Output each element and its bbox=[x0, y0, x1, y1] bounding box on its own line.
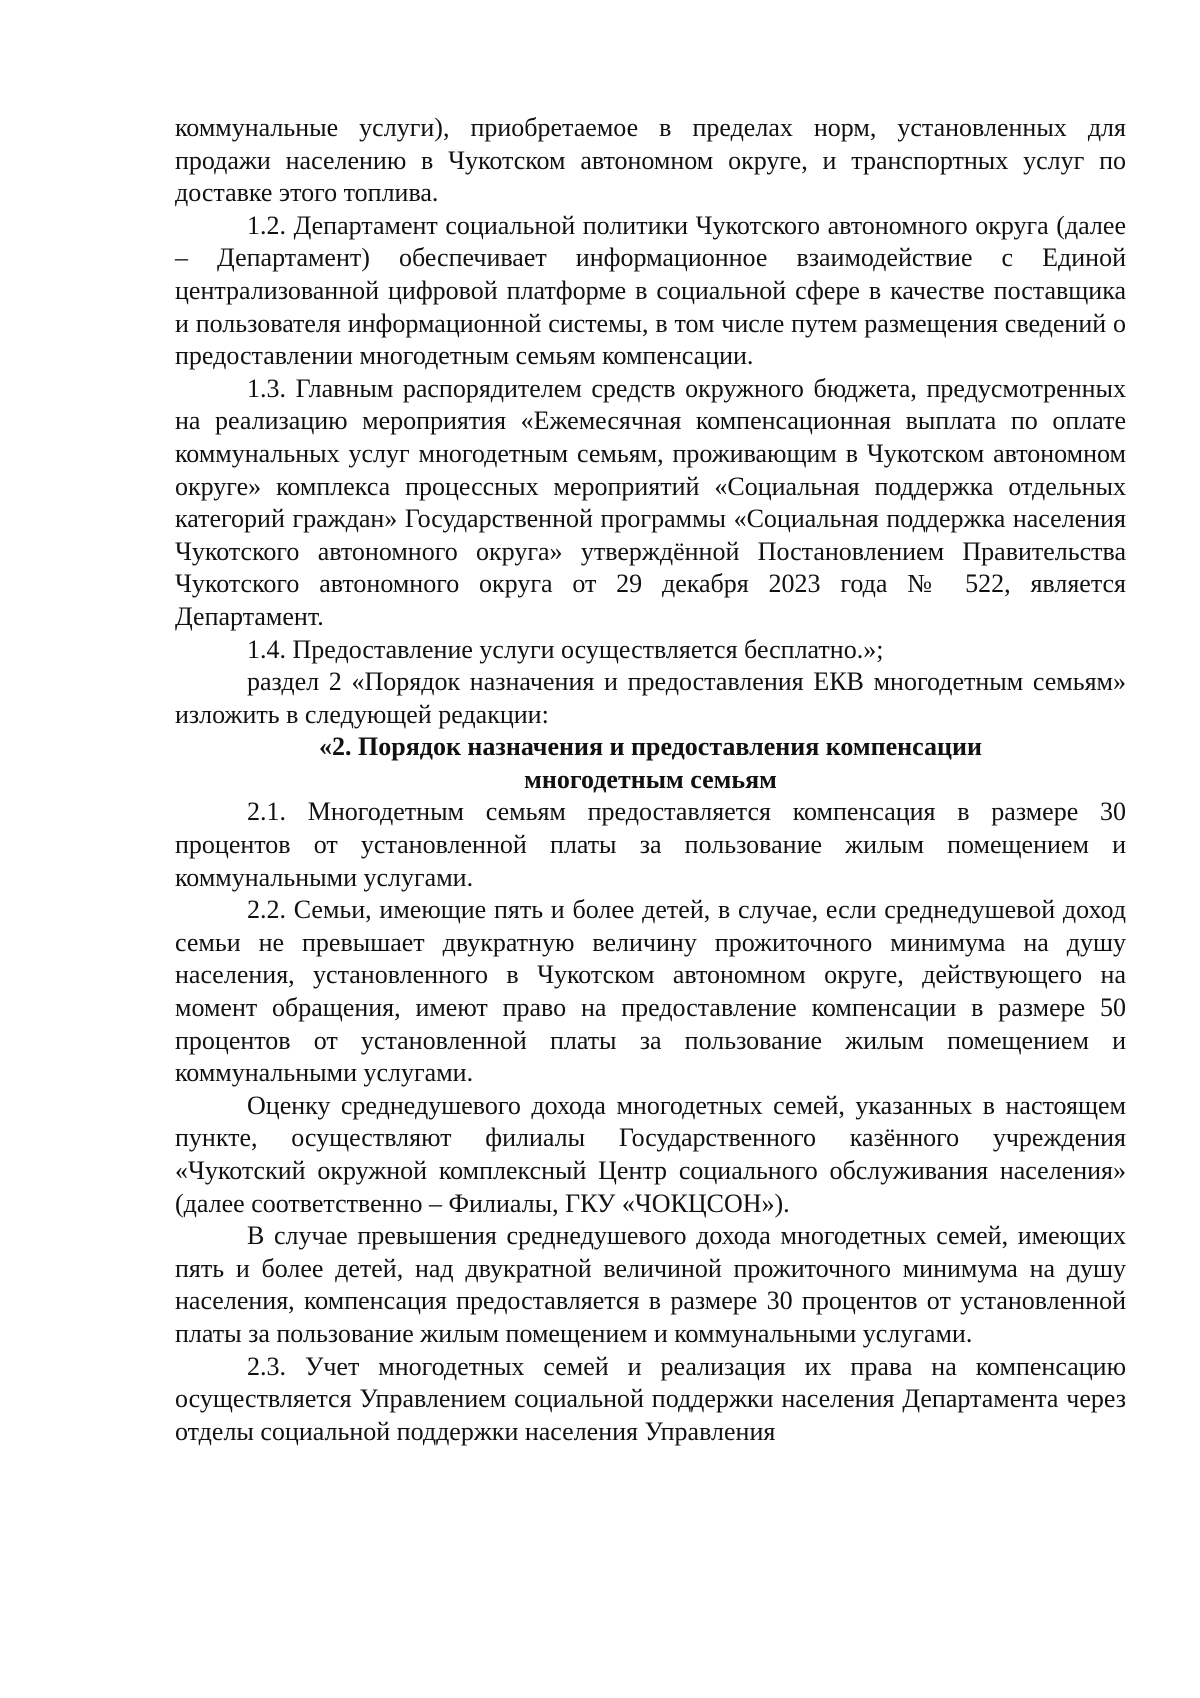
paragraph-1-3: 1.3. Главным распорядителем средств окружного бюджета, предусмотренных на реализацию мероприятия «Ежемесячная компенсационная выплата по оплате коммунальных услуг многодетным семьям, проживающим в Чукотском автономном округе» комплекса процессных мероприятий «Социальная поддержка отдельных категорий граждан» Государственной программы «Социальная поддержка населения Чукотского автономного округа» утверждённой Постановлением Правительства Чукотского автономного округа от 29 декабря 2023 года № 522, является Департамент. bbox=[175, 373, 1126, 631]
paragraph-2-1: 2.1. Многодетным семьям предоставляется компенсация в размере 30 процентов от установленной платы за пользование жилым помещением и коммунальными услугами. bbox=[175, 797, 1126, 892]
paragraph-continuation: коммунальные услуги), приобретаемое в пределах норм, установленных для продажи населению в Чукотском автономном округе, и транспортных услуг по доставке этого топлива. bbox=[175, 113, 1126, 208]
paragraph-2-3: 2.3. Учет многодетных семей и реализация их права на компенсацию осуществляется Управлением социальной поддержки населения Департамента через отделы социальной поддержки населения Управления bbox=[175, 1351, 1126, 1446]
paragraph-2-2: 2.2. Семьи, имеющие пять и более детей, в случае, если среднедушевой доход семьи не превышает двукратную величину прожиточного минимума на душу населения, установленного в Чукотском автономном округе, действующего на момент обращения, имеют право на предоставление компенсации в размере 50 процентов от установленной платы за пользование жилым помещением и коммунальными услугами. bbox=[175, 895, 1126, 1088]
section-heading-line-1: «2. Порядок назначения и предоставления компенсации bbox=[319, 732, 982, 762]
paragraph-razdel-2: раздел 2 «Порядок назначения и предоставления ЕКВ многодетным семьям» изложить в следующей редакции: bbox=[175, 667, 1126, 729]
paragraph-income-assessment: Оценку среднедушевого дохода многодетных семей, указанных в настоящем пункте, осуществляют филиалы Государственного казённого учреждения «Чукотский окружной комплексный Центр социального обслуживания населения» (далее соответственно – Филиалы, ГКУ «ЧОКЦСОН»). bbox=[175, 1090, 1126, 1218]
paragraph-1-4: 1.4. Предоставление услуги осуществляется бесплатно.»; bbox=[247, 634, 884, 664]
section-heading bbox=[175, 731, 1126, 796]
document-page bbox=[175, 112, 1126, 1448]
section-heading-line-2: многодетным семьям bbox=[524, 764, 777, 794]
paragraph-1-2: 1.2. Департамент социальной политики Чукотского автономного округа (далее – Департамент) обеспечивает информационное взаимодействие с Единой централизованной цифровой платформе в социальной сфере в качестве поставщика и пользователя информационной системы, в том числе путем размещения сведений о предоставлении многодетным семьям компенсации. bbox=[175, 210, 1126, 371]
paragraph-income-excess: В случае превышения среднедушевого дохода многодетных семей, имеющих пять и более детей, над двукратной величиной прожиточного минимума на душу населения, компенсация предоставляется в размере 30 процентов от установленной платы за пользование жилым помещением и коммунальными услугами. bbox=[175, 1221, 1126, 1348]
